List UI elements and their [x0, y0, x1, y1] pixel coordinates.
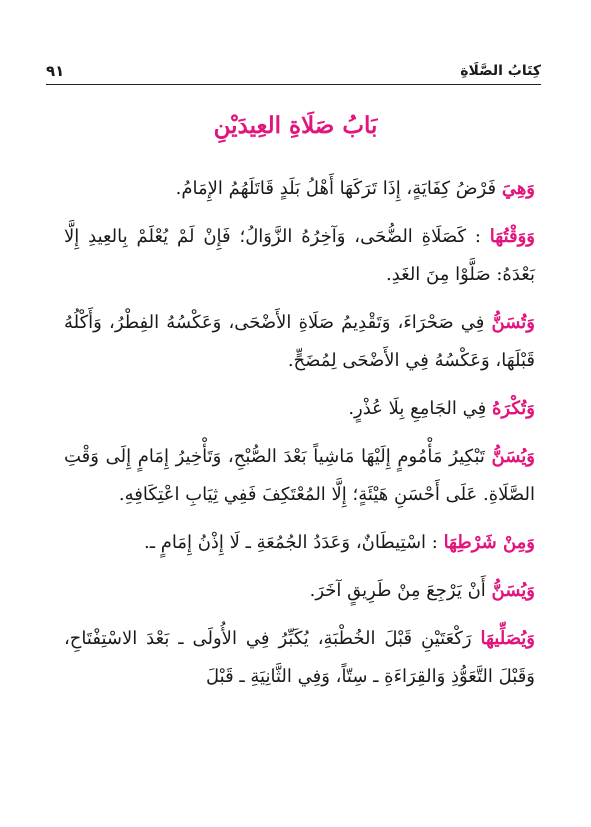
page-header: [46, 58, 541, 84]
paragraph-keyword: وَيُصَلِّيهَا: [480, 628, 535, 649]
paragraph: [64, 218, 535, 294]
running-title: كِتَابُ الصَّلَاةِ: [460, 63, 541, 79]
paragraph: [64, 438, 535, 514]
paragraph-keyword: وَمِنْ شَرْطِهَا: [443, 532, 535, 553]
page-body: [64, 170, 535, 706]
paragraph-text: : اسْتِيطَانٌ، وَعَدَدُ الجُمُعَةِ ـ لَا إِذْنُ إِمَامٍ ـ.: [143, 532, 444, 553]
paragraph: [64, 620, 535, 696]
paragraph: [64, 572, 535, 610]
paragraph: [64, 170, 535, 208]
page-number: ٩١: [46, 62, 65, 80]
paragraph-keyword: وَيُسَنُّ: [491, 446, 535, 467]
paragraph: [64, 390, 535, 428]
paragraph-keyword: وَتُسَنُّ: [491, 312, 535, 333]
paragraph-keyword: وَتُكْرَهُ: [491, 398, 535, 419]
paragraph-text: رَكْعَتَيْنِ قَبْلَ الخُطْبَةِ، يُكَبِّرُ فِي الأُولَى ـ بَعْدَ الاسْتِفْتَاحِ، وَقَبْلَ التَّعَوُّذِ وَالقِرَاءَةِ ـ سِتّاً، وَفِي الثَّانِيَةِ ـ قَبْلَ: [64, 628, 535, 687]
paragraph-text: تَبْكِيرُ مَأْمُومٍ إِلَيْهَا مَاشِياً بَعْدَ الصُّبْحِ، وَتَأْخِيرُ إِمَامٍ إِلَى وَقْتِ الصَّلَاةِ. عَلَى أَحْسَنِ هَيْئَةٍ؛ إِلَّا المُعْتَكِفَ فَفِي ثِيَابِ اعْتِكَافِهِ.: [64, 446, 535, 505]
paragraph-keyword: وَهِيَ: [501, 178, 535, 199]
paragraph: [64, 304, 535, 380]
paragraph-text: أَنْ يَرْجِعَ مِنْ طَرِيقٍ آخَرَ.: [309, 580, 492, 601]
header-divider: [46, 84, 541, 85]
paragraph-text: فِي الجَامِعِ بِلَا عُذْرٍ.: [348, 398, 492, 419]
paragraph: [64, 524, 535, 562]
paragraph-text: : كَصَلَاةِ الضُّحَى، وَآخِرُهُ الزَّوَالُ؛ فَإِنْ لَمْ يُعْلَمْ بِالعِيدِ إِلَّا بَعْدَهُ: صَلَّوْا مِنَ الغَدِ.: [64, 226, 535, 285]
paragraph-text: فَرْضُ كِفَايَةٍ، إِذَا تَرَكَهَا أَهْلُ بَلَدٍ قَاتَلَهُمُ الإِمَامُ.: [175, 178, 502, 199]
paragraph-text: فِي صَحْرَاءَ، وَتَقْدِيمُ صَلَاةِ الأَضْحَى، وَعَكْسُهُ الفِطْرُ، وَأَكْلُهُ قَبْلَهَا، وَعَكْسُهُ فِي الأَضْحَى لِمُضَحٍّ.: [64, 312, 535, 371]
chapter-title: بَابُ صَلَاةِ العِيدَيْنِ: [213, 112, 378, 139]
paragraph-keyword: وَيُسَنُّ: [491, 580, 535, 601]
paragraph-keyword: وَوَقْتُهَا: [489, 226, 535, 247]
